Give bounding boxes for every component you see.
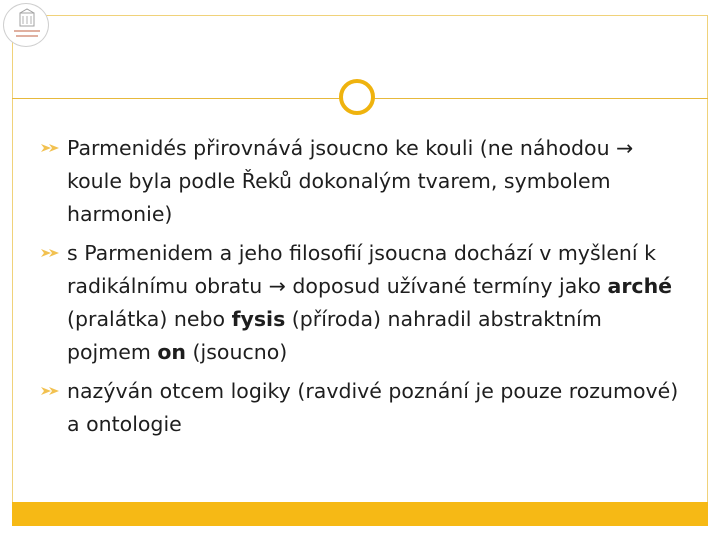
text-run: nazýván otcem logiky (ravdivé poznání je pouze rozumové) a ontologie [67,379,679,436]
bullet-list [40,132,680,447]
bullet-item [40,237,680,369]
frame-right-line [707,15,708,502]
bold-term: arché [607,274,673,298]
text-run: (jsoucno) [186,340,288,364]
text-run: (pralátka) nebo [67,307,232,331]
arrow-bullet-icon [40,247,62,259]
university-crest-icon [3,3,49,47]
bullet-text [67,375,680,441]
bold-term: fysis [231,307,286,331]
bottom-accent-bar [12,502,708,526]
bullet-text [67,237,680,369]
circle-ornament-icon [339,79,375,115]
bold-term: on [157,340,187,364]
arrow-bullet-icon [40,385,62,397]
arrow-bullet-icon [40,142,62,154]
text-run: (příroda) nahradil abstraktním pojmem [67,307,602,364]
text-run: Parmenidés přirovnává jsoucno ke kouli (ne náhodou → koule byla podle Řeků dokonalým tvarem, symbolem harmonie) [67,136,634,226]
frame-top-line [12,15,708,16]
bullet-text [67,132,680,231]
bullet-item [40,132,680,231]
bullet-item [40,375,680,441]
text-run: s Parmenidem a jeho filosofií jsoucna dochází v myšlení k radikálnímu obratu → doposud užívané termíny jako [67,241,657,298]
frame-left-line [12,15,13,502]
